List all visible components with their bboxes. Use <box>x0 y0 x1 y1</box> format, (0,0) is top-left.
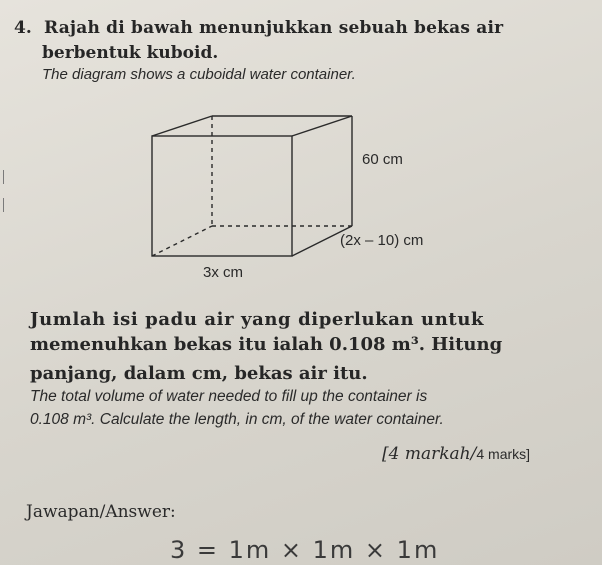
cuboid-front-face <box>152 136 292 256</box>
question-text-ms-line1: Rajah di bawah menunjukkan sebuah bekas air <box>44 18 504 38</box>
cuboid-top-right-edge <box>292 116 352 136</box>
question-number: 4. <box>14 18 32 38</box>
body-text-en-line2: 0.108 m³. Calculate the length, in cm, of the water container. <box>30 411 444 428</box>
cuboid-top-left-edge <box>152 116 212 136</box>
depth-label: (2x – 10) cm <box>340 232 424 249</box>
marks-label-ms: [4 markah/ <box>382 444 477 464</box>
body-text-ms-line2: memenuhkan bekas itu ialah 0.108 m³. Hitung <box>30 334 503 355</box>
height-label: 60 cm <box>362 151 403 168</box>
cuboid-hidden-depth-edge <box>152 226 212 256</box>
handwritten-answer: 3 = 1m × 1m × 1m <box>170 536 440 564</box>
margin-mark <box>3 170 4 184</box>
question-text-en-line1: The diagram shows a cuboidal water container. <box>42 66 356 83</box>
answer-label: Jawapan/Answer: <box>26 502 176 522</box>
body-text-ms-line3: panjang, dalam cm, bekas air itu. <box>30 363 368 384</box>
length-label: 3x cm <box>203 264 244 281</box>
cuboid-diagram <box>140 104 370 264</box>
body-text-en-line1: The total volume of water needed to fill up the container is <box>30 388 428 405</box>
marks-label <box>382 444 530 464</box>
margin-mark <box>3 198 4 212</box>
question-text-ms-line2: berbentuk kuboid. <box>42 43 219 63</box>
marks-label-en: 4 marks] <box>476 446 531 462</box>
body-text-ms-line1: Jumlah isi padu air yang diperlukan untuk <box>30 309 485 330</box>
